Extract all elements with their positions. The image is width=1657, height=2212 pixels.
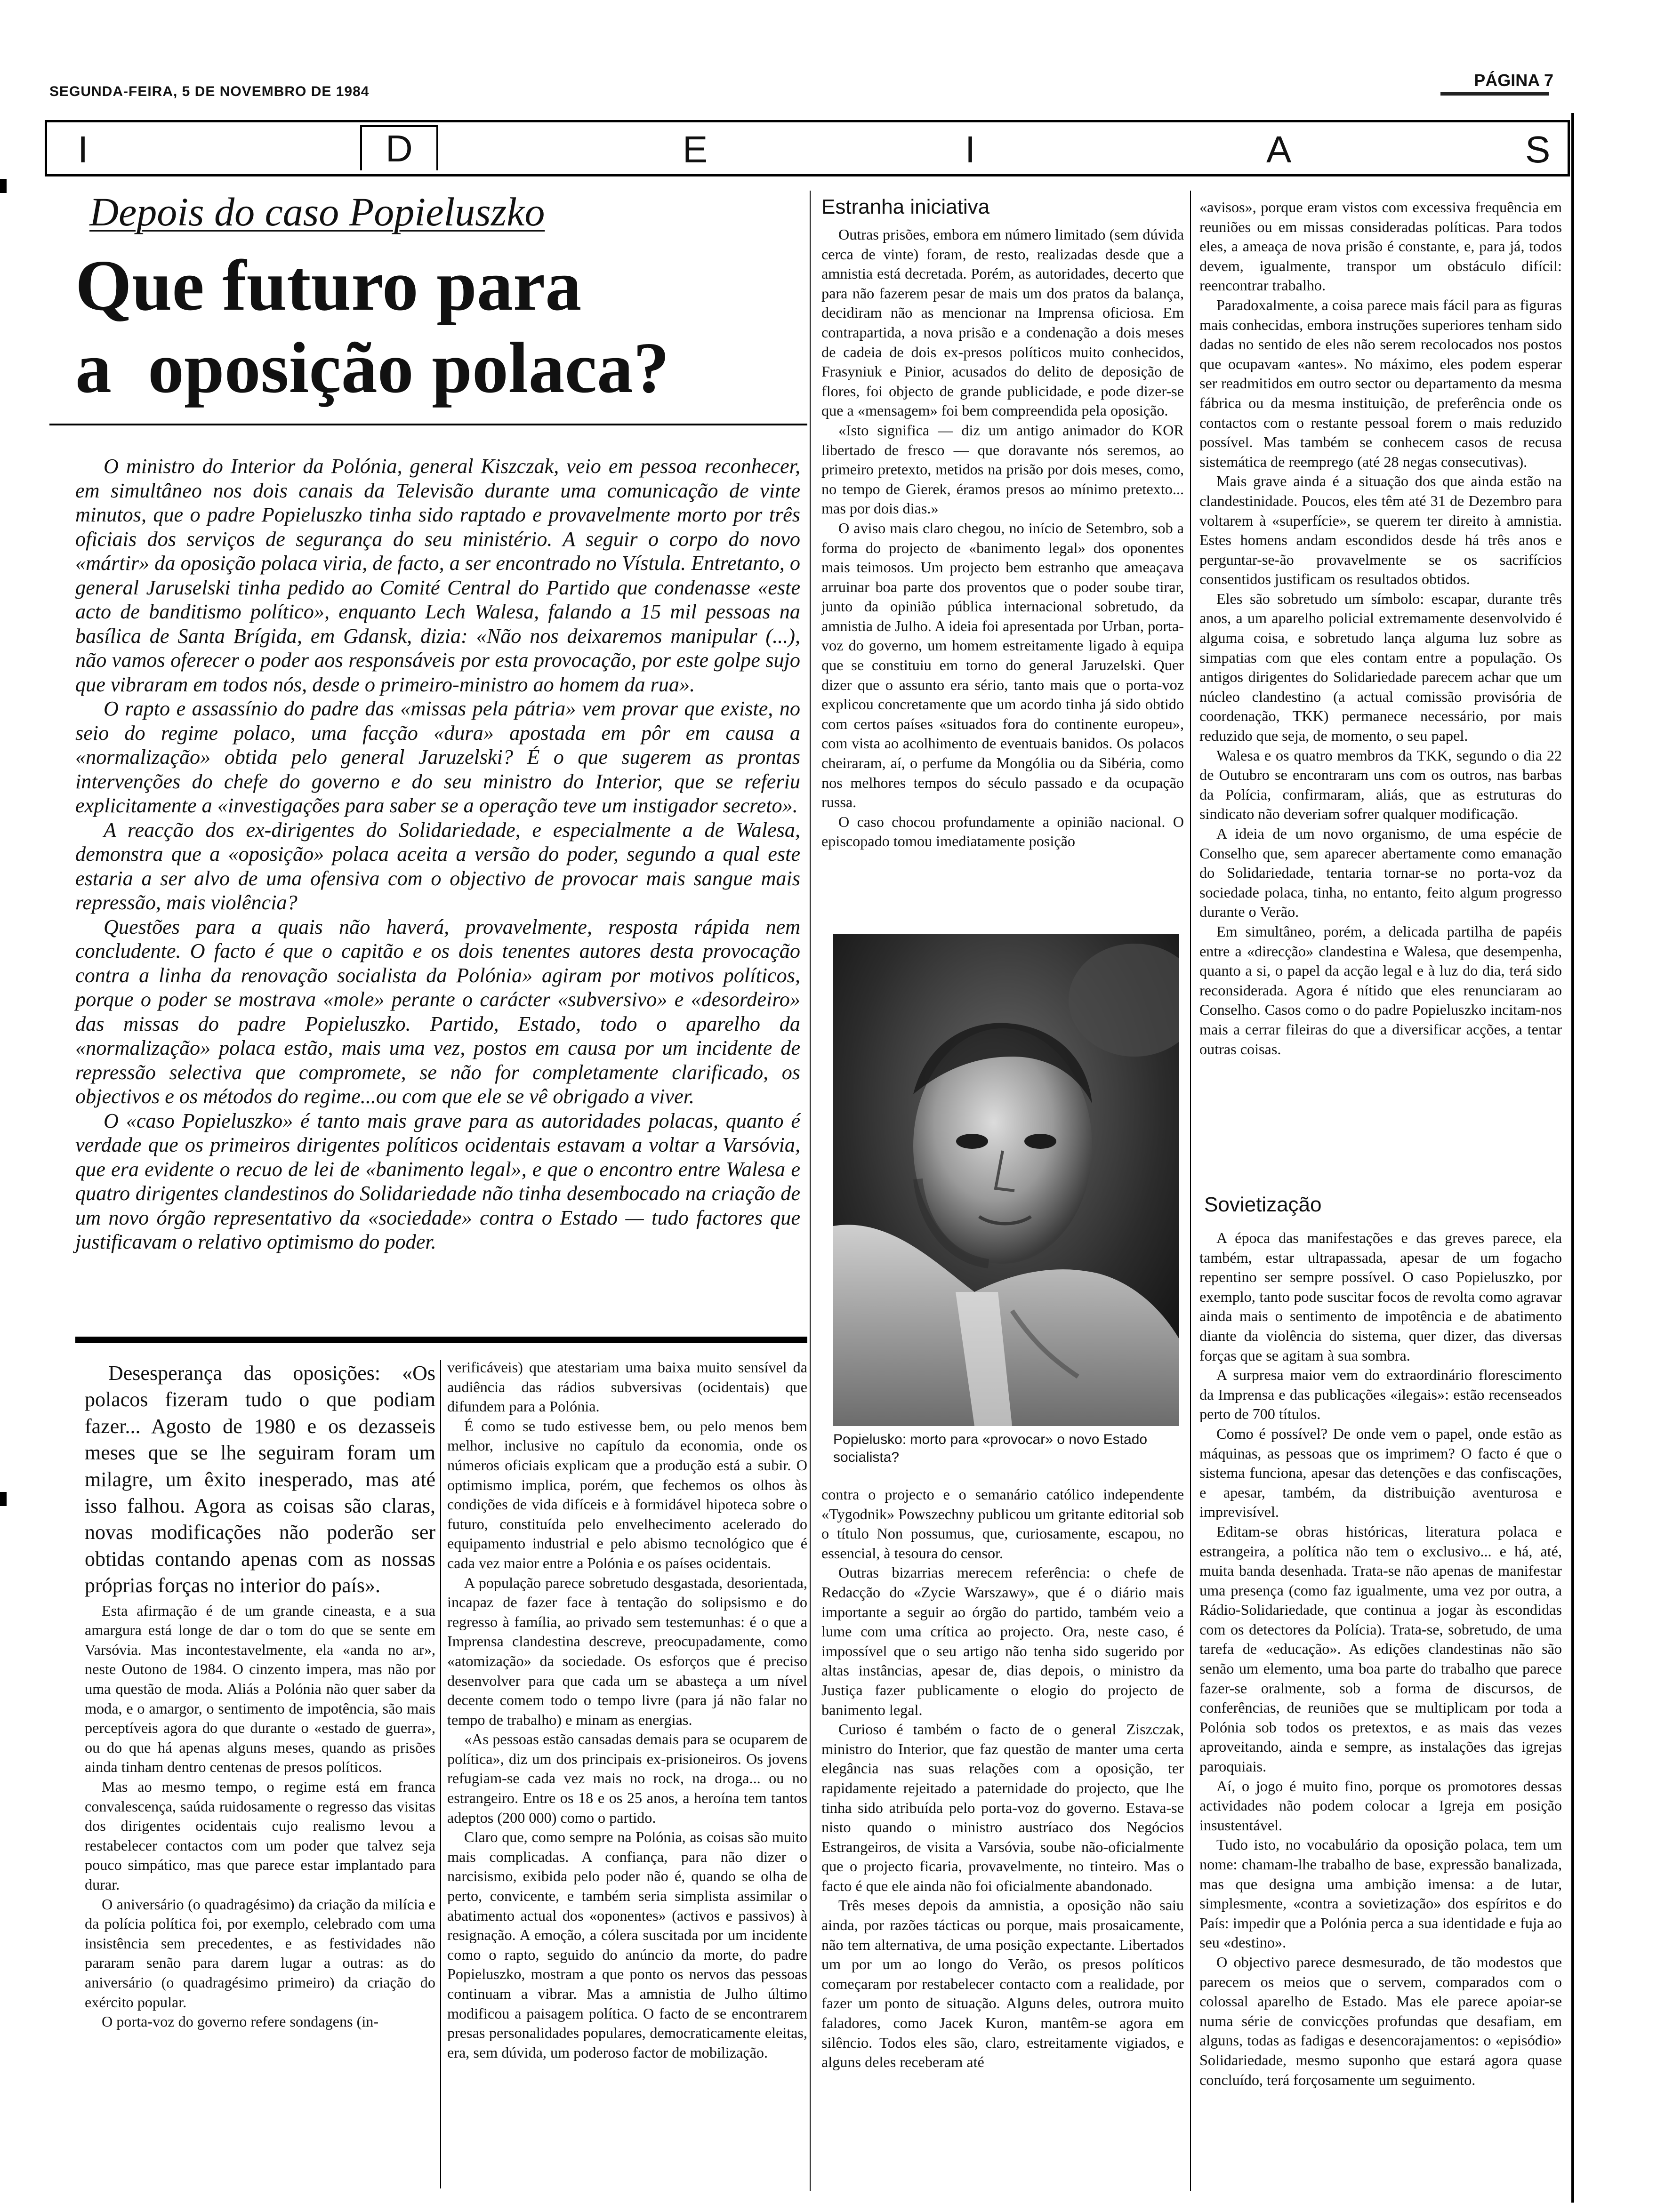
body-paragraph: Outras bizarrias merecem referência: o chefe de Redacção do «Zycie Warszawy», que é o diário mais importante a seguir ao órgão do partido, também veio a lume com uma crítica ao projecto. Ora, neste caso, é impossível que o seu artigo não tenha sido sugerido por altas instâncias, apesar de, dias depois, o ministro da Justiça fazer publicamente o elogio do projecto de banimento legal.	[821, 1564, 1184, 1718]
body-paragraph: O aniversário (o quadragésimo) da criação da milícia e da polícia política foi, por exemplo, celebrado com uma insistência sem precedentes, e as festividades não pararam senão para darem lugar a outras: as do aniversário (o quadragésimo primeiro) da criação do exército popular.	[85, 1895, 435, 2011]
date-line: SEGUNDA-FEIRA, 5 DE NOVEMBRO DE 1984	[49, 84, 370, 99]
body-paragraph: Claro que, como sempre na Polónia, as coisas são muito mais complicadas. A confiança, para não dizer o narcisismo, exibida pelo poder não é, quando se olha de perto, convicente, e também seria simplista assimilar o abatimento actual dos «oponentes» (activos e passivos) à resignação. A emoção, a cólera suscitada por um incidente como o rapto, seguido do anúncio da morte, do padre Popieluszko, mostram a que ponto os nervos das pessoas continuam a vibrar. Mas a amnistia de Julho último modificou a paisagem política. O facto de se encontrarem presas personalidades populares, democraticamente eleitas, era, sem dúvida, um poderoso factor de mobilização.	[447, 1828, 807, 2061]
body-paragraph: Aí, o jogo é muito fino, porque os promotores dessas actividades não podem colocar a Igreja em posição insustentável.	[1199, 1777, 1562, 1834]
headline	[75, 245, 810, 409]
body-column-3-top	[821, 225, 1184, 851]
body-column-2	[447, 1358, 807, 2062]
body-paragraph: O aviso mais claro chegou, no início de Setembro, sob a forma do projecto de «banimento legal» dos oponentes mais teimosos. Um projecto bem estranho que ameaçava arruinar boa parte dos proventos que o poder soube tirar, junto da opinião pública internacional sobretudo, da amnistia de Julho. A ideia foi apresentada por Urban, porta-voz do governo, um homem estreitamente ligado à equipa que se constituiu em torno do general Jaruzelski. Quer dizer que o assunto era sério, tanto mais que o porta-voz explicou concretamente que um acordo tinha já sido obtido com certos países «situados fora do continente europeu», com vista ao acolhimento de eventuais banidos. Os polacos cheiraram, aí, o perfume da Mongólia ou da Sibéria, como nos melhores tempos do século passado e da ocupação russa.	[821, 519, 1184, 811]
section-banner	[45, 120, 1570, 176]
subhead-sovietizacao: Sovietização	[1204, 1193, 1322, 1216]
subhead-estranha: Estranha iniciativa	[821, 195, 990, 218]
lead-paragraph: O «caso Popieluszko» é tanto mais grave para as autoridades polacas, quanto é verdade que os primeiros dirigentes políticos ocidentais estavam a voltar a Varsóvia, que era evidente o recuo de lei de «banimento legal», e que o encontro entre Walesa e quatro dirigentes clandestinos do Solidariedade não tinha desembocado na criação de um novo órgão representativo da «sociedade» contra o Estado — tudo factores que justificavam o relativo optimismo do poder.	[75, 1109, 800, 1253]
body-paragraph: Em simultâneo, porém, a delicada partilha de papéis entre a «direcção» clandestina e Walesa, que desempenha, quanto a si, o papel da acção legal e à luz do dia, terá sido reconsiderada. Agora é nítido que eles renunciaram ao Conselho. Casos como o do padre Popieluszko incitam-nos mais a cerrar fileiras do que a diversificar acções, a tentar outras coisas.	[1199, 922, 1562, 1058]
body-paragraph: Editam-se obras históricas, literatura polaca e estrangeira, a política não tem o exclusivo... e há, até, muita banda desenhada. Trata-se não apenas de manifestar uma presença (como faz igualmente, uma vez por outra, a Rádio-Solidariedade, que continua a jogar às escondidas com os detectores da Polícia). Trata-se, sobretudo, de uma tarefa de «educação». As edições clandestinas não são senão um elemento, uma boa parte do trabalho que parece fazer-se oralmente, sob a forma de discursos, de conferências, de reuniões que se multiplicam por toda a Polónia sob todos os pretextos, e as mais das vezes aproveitando, ainda e sempre, as instalações das igrejas paroquiais.	[1199, 1523, 1562, 1775]
body-paragraph: A época das manifestações e das greves parece, ela também, estar ultrapassada, apesar de um fogacho repentino ser sempre possível. O caso Popieluszko, por exemplo, tanto pode suscitar focos de revolta como agravar ainda mais o sentimento de impotência e de abatimento diante da violência do sistema, quer dizer, das diversas forças que se agitam à sua sombra.	[1199, 1229, 1562, 1364]
body-paragraph: «avisos», porque eram vistos com excessiva frequência em reuniões ou em missas consideradas políticas. Para todos eles, a ameaça de nova prisão é constante, e, para já, todos devem, igualmente, transpor um obstáculo difícil: reencontrar trabalho.	[1199, 199, 1562, 294]
margin-mark	[0, 179, 7, 193]
body-paragraph: É como se tudo estivesse bem, ou pelo menos bem melhor, inclusive no capítulo da economia, onde os números oficiais explicam que a produção está a subir. O optimismo implica, porém, que fechemos os olhos às condições de vida difíceis e à formidável hipoteca sobre o futuro, constituída pelo envelhecimento acelerado do equipamento industrial e pelo abismo tecnológico que é cada vez maior entre a Polónia e os países ocidentais.	[447, 1417, 807, 1571]
body-paragraph: Três meses depois da amnistia, a oposição não saiu ainda, por razões tácticas ou porque, mais prosaicamente, não tem alternativa, de uma posição expectante. Libertados um por um ao longo do Verão, os presos políticos começaram por restabelecer contacto com a realidade, por fazer um ponto de situação. Alguns deles, outrora muito faladores, como Jacek Kuron, mantêm-se agora em silêncio. Todos eles são, claro, estreitamente vigiados, e alguns deles receberam até	[821, 1897, 1184, 2071]
body-paragraph: contra o projecto e o semanário católico independente «Tygodnik» Powszechny publicou um gritante editorial sob o título Non possumus, que, curiosamente, escapou, no essencial, à tesoura do censor.	[821, 1486, 1184, 1562]
page-label-rule	[1440, 92, 1549, 96]
body-paragraph: Desesperança das oposições: «Os polacos fizeram tudo o que podiam fazer... Agosto de 1980 e os dezasseis meses que se lhe seguiram foram um milagre, um êxito inesperado, mas até isso falhou. Agora as coisas são claras, novas modificações não poderão ser obtidas contando apenas com as nossas próprias forças no interior do país».	[85, 1362, 435, 1597]
section-letter: S	[1525, 128, 1551, 170]
body-paragraph: Outras prisões, embora em número limitado (sem dúvida cerca de vinte) foram, de resto, realizadas desde que a amnistia está decretada. Porém, as autoridades, decerto que para não fazerem pesar de mais um dos pratos da balança, decidiram não as mencionar na Imprensa oficiosa. Em contrapartida, a nova prisão e a condenação a dois meses de cadeia de dois ex-presos políticos muito conhecidos, Frasyniuk e Pinior, acusados do delito de deposição de flores, foi objecto de grande publicidade, e pode dizer-se que a «mensagem» foi bem compreendida pela oposição.	[821, 226, 1184, 419]
body-paragraph: Mas ao mesmo tempo, o regime está em franca convalescença, saúda ruidosamente o regresso das visitas dos dirigentes ocidentais cujo realismo levou a restabelecer contactos com um poder que talvez seja pouco simpático, mas que parece estar implantado para durar.	[85, 1778, 435, 1893]
lead-paragraph: A reacção dos ex-dirigentes do Solidariedade, e especialmente a de Walesa, demonstra que a «oposição» polaca aceita a versão do poder, segundo a qual este estaria a ser alvo de uma ofensiva com o objectivo de provocar mais sangue mais repressão, mais violência?	[75, 818, 800, 914]
body-paragraph: Tudo isto, no vocabulário da oposição polaca, tem um nome: chamam-lhe trabalho de base, expressão banalizada, mas que designa uma ambição imensa: a de lutar, simplesmente, «contra a sovietização» dos espíritos e do País: impedir que a Polónia perca a sua identidade e fuja ao seu «destino».	[1199, 1836, 1562, 1951]
body-paragraph: A população parece sobretudo desgastada, desorientada, incapaz de fazer face à tentação do solipsismo e do regresso à família, ao privado sem testemunhas: é o que a Imprensa clandestina descreve, preocupadamente, como «atomização» da sociedade. Os esforços que é preciso desenvolver para que cada um se abasteça a um nível decente comem todo o tempo livre (para já não falar no tempo de trabalho) e minam as energias.	[447, 1574, 807, 1728]
page-number: PÁGINA 7	[1474, 71, 1553, 90]
body-column-4-bottom	[1199, 1228, 1562, 2090]
body-paragraph: O objectivo parece desmesurado, de tão modestos que parecem os meios que o servem, comparados com o colossal aparelho de Estado. Mas ele parece apoiar-se numa série de convicções profundas que desafiam, em alguns, todas as fadigas e desencorajamentos: o «episódio» Solidariedade, mesmo suponho que estará agora quase concluído, terá forçosamente um seguimento.	[1199, 1953, 1562, 2088]
body-paragraph: Mais grave ainda é a situação dos que ainda estão na clandestinidade. Poucos, eles têm até 31 de Dezembro para voltarem à «superfície», se querem ter direito à amnistia. Estes homens andam escondidos desde há três anos e perguntar-se-ão provavelmente se os sacrifícios consentidos justificam os resultados obtidos.	[1199, 473, 1562, 588]
section-letter: I	[965, 128, 976, 170]
body-paragraph: Paradoxalmente, a coisa parece mais fácil para as figuras mais conhecidas, embora instruções superiores tenham sido dadas no sentido de eles não serem recolocados nos postos que ocupavam «antes». No máximo, eles podem esperar ser readmitidos em outro sector ou departamento da mesma fábrica ou da mesma instituição, de preferência onde os contactos com o restante pessoal forem o mais reduzido possível. Mas também se conhecem casos de recusa sistemática de reemprego (até 28 negas consecutivas).	[1199, 296, 1562, 470]
headline-line-2: a oposição polaca?	[75, 328, 670, 408]
body-paragraph: «As pessoas estão cansadas demais para se ocuparem de política», diz um dos principais ex-prisioneiros. Os jovens refugiam-se cada vez mais no rock, na droga... ou no estrangeiro. Entre os 18 e os 25 anos, a heroína tem tantos adeptos (200 000) como o partido.	[447, 1731, 807, 1826]
body-paragraph: Eles são sobretudo um símbolo: escapar, durante três anos, a um aparelho policial extremamente desenvolvido é alguma coisa, e sobretudo lança alguma luz sobre as simpatias com que eles contam entre a população. Os antigos dirigentes do Solidariedade parecem achar que um núcleo clandestino (a actual comissão provisória de coordenação, TKK) permanece necessário, por mais reduzido que seja, de momento, o seu papel.	[1199, 590, 1562, 745]
body-paragraph: Walesa e os quatro membros da TKK, segundo o dia 22 de Outubro se encontraram uns com os outros, nas barbas da Polícia, confirmaram, aliás, que as estruturas do sindicato não deveriam sofrer qualquer modificação.	[1199, 746, 1562, 823]
section-letter: D	[360, 125, 438, 170]
body-paragraph: A ideia de um novo organismo, de uma espécie de Conselho que, sem aparecer abertamente como emanação do Solidariedade, tentaria tornar-se no porta-voz da sociedade polaca, tinha, no entanto, feito algum progresso durante o Verão.	[1199, 825, 1562, 921]
body-column-1	[85, 1360, 435, 2032]
body-paragraph: verificáveis) que atestariam uma baixa muito sensível da audiência das rádios subversivas (ocidentais) que difundem para a Polónia.	[447, 1359, 807, 1415]
body-paragraph: A surpresa maior vem do extraordinário florescimento da Imprensa e das publicações «ilegais»: estão recenseados perto de 700 títulos.	[1199, 1366, 1562, 1423]
body-paragraph: O porta-voz do governo refere sondagens (in-	[102, 2013, 379, 2030]
article-topic: Depois do caso Popieluszko	[89, 189, 545, 234]
section-letter: A	[1266, 128, 1292, 170]
priest-photo	[833, 934, 1179, 1426]
body-paragraph: «Isto significa — diz um antigo animador do KOR libertado de fresco — que doravante nós seremos, ao primeiro pretexto, metidos na prisão por dois meses, como, no tempo de Gierek, éramos presos ao mínimo pretexto... mas por dois dias.»	[821, 421, 1184, 517]
body-paragraph: Como é possível? De onde vem o papel, onde estão as máquinas, as pessoas que os imprimem? O facto é que o sistema funciona, apesar das detenções e das confiscações, e apesar, também, da distribuição aventurosa e imprevisível.	[1199, 1425, 1562, 1521]
lead-paragraph: O rapto e assassínio do padre das «missas pela pátria» vem provar que existe, no seio do regime polaco, uma facção «dura» apostada em pôr em causa a «normalização» obtida pelo general Jaruzelski? É o que sugerem as prontas intervenções do chefe do governo e do seu ministro do Interior, que se referiu explicitamente a «investigações para saber se a operação teve um instigador secreto».	[75, 697, 800, 817]
body-paragraph: O caso chocou profundamente a opinião nacional. O episcopado tomou imediatamente posição	[821, 813, 1184, 850]
column-rule	[440, 1360, 441, 2188]
margin-mark	[0, 1492, 7, 1506]
section-letter: I	[78, 128, 88, 170]
lead-paragraph: Questões para a quais não haverá, provavelmente, resposta rápida nem concludente. O facto é que o capitão e os dois tenentes autores desta provocação contra a linha da renovação socialista da Polónia» agiram por motivos políticos, porque o poder se mostrava «mole» perante o carácter «subversivo» e «desordeiro» das missas do padre Popieluszko. Partido, Estado, todo o aparelho da «normalização» polaca estão, mais uma vez, postos em causa por um incidente de repressão selectiva que compromete, se não for completamente clarificado, os objectivos e os métodos do regime...ou com que ele se vê obrigado a viver.	[75, 915, 800, 1108]
priest-photo-graphic	[833, 934, 1179, 1426]
column-rule	[810, 191, 811, 2191]
lead-paragraph: O ministro do Interior da Polónia, general Kiszczak, veio em pessoa reconhecer, em simultâneo nos dois canais da Televisão durante uma comunicação de vinte minutos, que o padre Popieluszko tinha sido raptado e provavelmente morto por três oficiais dos serviços de segurança do seu ministério. A seguir o corpo do novo «mártir» da oposição polaca viria, de facto, a ser encontrado no Vístula. Entretanto, o general Jaruselski tinha pedido ao Comité Central do Partido que condenasse «este acto de banditismo político», enquanto Lech Walesa, falando a 15 mil pessoas na basílica de Santa Brígida, em Gdansk, dizia: «Não nos deixaremos manipular (...), não vamos oferecer o poder aos responsáveis por esta provocação, por este golpe sujo que vibraram em todos nós, desde o primeiro-ministro ao homem da rua».	[75, 455, 800, 696]
body-column-3-bottom	[821, 1485, 1184, 2072]
headline-rule	[49, 424, 807, 425]
lead-bottom-rule	[75, 1337, 807, 1343]
section-letter: E	[683, 128, 708, 170]
headline-line-1: Que futuro para	[75, 246, 582, 326]
photo-caption: Popielusko: morto para «provocar» o novo Estado socialista?	[833, 1432, 1148, 1465]
article-lead	[75, 454, 800, 1254]
body-paragraph: Curioso é também o facto de o general Ziszczak, ministro do Interior, que faz questão de manter uma certa elegância nas suas relações com a oposição, ter rapidamente rejeitado a paternidade do projecto, que lhe tinha sido atribuída pelo porta-voz do governo. Estava-se nisto quando o ministro austríaco dos Negócios Estrangeiros, de visita a Varsóvia, soube não-oficialmente que o projecto ficaria, provavelmente, no tinteiro. Mas o facto é que ele ainda não foi oficialmente abandonado.	[821, 1721, 1184, 1894]
page-edge-rule	[1571, 113, 1574, 2203]
body-column-4-top	[1199, 198, 1562, 1059]
body-paragraph: Esta afirmação é de um grande cineasta, e a sua amargura está longe de dar o tom do que se sente em Varsóvia. Mas incontestavelmente, ela «anda no ar», neste Outono de 1984. O cinzento impera, mas não por uma questão de moda. Aliás a Polónia não quer saber da moda, e o amargor, o sentimento de impotência, são mais perceptíveis agora do que durante o «estado de guerra», ou do que há apenas alguns meses, quando as prisões ainda tinham dentro centenas de presos políticos.	[85, 1602, 435, 1776]
column-rule	[1190, 191, 1191, 2191]
